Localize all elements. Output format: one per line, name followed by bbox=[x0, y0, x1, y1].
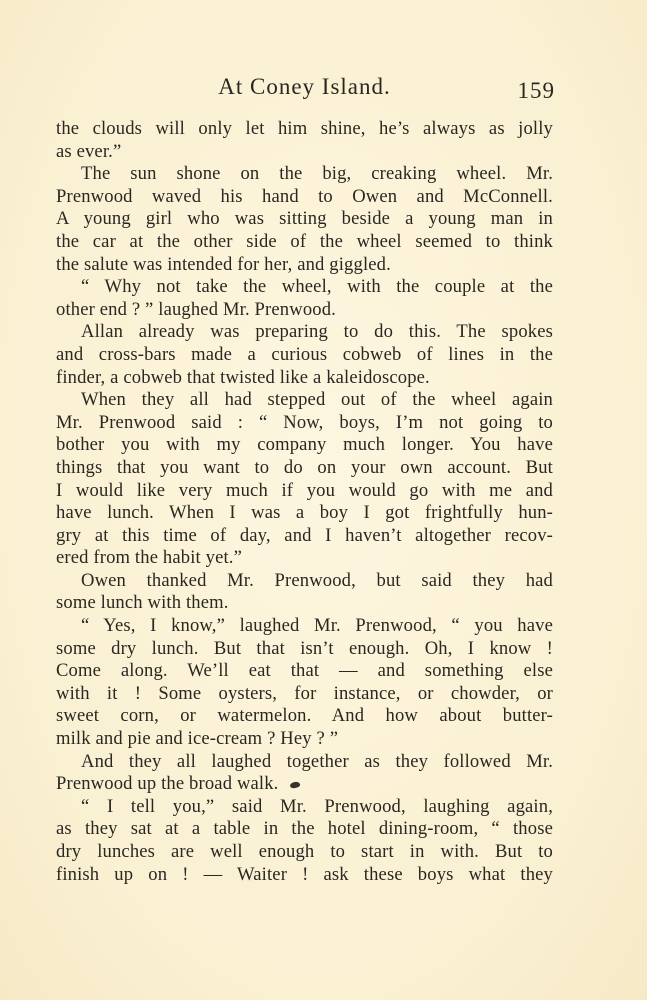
line-text: have lunch. When I was a boy I got frightfully hun- bbox=[56, 502, 553, 524]
line-text: milk and pie and ice-cream ? Hey ? ” bbox=[56, 728, 339, 750]
line-text: and cross-bars made a curious cobweb of lines in the bbox=[56, 343, 553, 365]
line-text: sweet corn, or watermelon. And how about butter- bbox=[56, 705, 553, 727]
text-line bbox=[56, 502, 553, 525]
text-line bbox=[56, 457, 553, 480]
text-line bbox=[56, 389, 553, 412]
line-text: The sun shone on the big, creaking wheel. Mr. bbox=[81, 163, 553, 185]
line-text: And they all laughed together as they followed Mr. bbox=[81, 750, 553, 772]
line-text: “ Why not take the wheel, with the couple at the bbox=[81, 276, 553, 298]
text-line bbox=[56, 728, 553, 751]
line-text: the salute was intended for her, and giggled. bbox=[56, 253, 391, 275]
line-text: dry lunches are well enough to start in with. But to bbox=[56, 841, 553, 862]
text-line bbox=[56, 118, 553, 141]
text-line bbox=[56, 818, 553, 841]
text-line bbox=[56, 841, 553, 864]
text-line bbox=[56, 412, 553, 435]
text-line bbox=[56, 276, 553, 299]
text-line bbox=[56, 254, 553, 277]
line-text: as they sat at a table in the hotel dining-room, “ those bbox=[56, 818, 553, 840]
line-text: “ Yes, I know,” laughed Mr. Prenwood, “ you have bbox=[81, 615, 553, 637]
line-text: as ever.” bbox=[56, 140, 122, 162]
line-text: some dry lunch. But that isn’t enough. Oh, I know ! bbox=[56, 637, 553, 659]
text-line bbox=[56, 705, 553, 728]
running-head bbox=[56, 72, 553, 106]
line-text: Prenwood up the broad walk. bbox=[56, 773, 279, 795]
text-line bbox=[56, 615, 553, 638]
text-line bbox=[56, 570, 553, 593]
line-text: Mr. Prenwood said : “ Now, boys, I’m not going to bbox=[56, 411, 553, 433]
line-text: Allan already was preparing to do this. The spokes bbox=[81, 321, 553, 343]
line-text: finish up on ! — Waiter ! ask these boys what they bbox=[56, 863, 553, 885]
line-text: A young girl who was sitting beside a young man in bbox=[56, 208, 553, 230]
text-line bbox=[56, 186, 553, 209]
line-text: gry at this time of day, and I haven’t altogether recov- bbox=[56, 524, 553, 546]
line-text: “ I tell you,” said Mr. Prenwood, laughing again, bbox=[81, 795, 553, 817]
text-line bbox=[56, 344, 553, 367]
running-title: At Coney Island. bbox=[218, 74, 391, 99]
text-line bbox=[56, 231, 553, 254]
line-text: with it ! Some oysters, for instance, or chowder, or bbox=[56, 682, 553, 704]
page-number: 159 bbox=[517, 78, 555, 103]
body-text bbox=[56, 118, 553, 886]
text-line bbox=[56, 547, 553, 570]
text-line bbox=[56, 141, 553, 164]
text-line bbox=[56, 163, 553, 186]
text-line bbox=[56, 525, 553, 548]
text-line bbox=[56, 796, 553, 819]
line-text: finder, a cobweb that twisted like a kaleidoscope. bbox=[56, 366, 430, 388]
line-text: I would like very much if you would go with me and bbox=[56, 479, 553, 501]
text-line bbox=[56, 480, 553, 503]
text-line bbox=[56, 592, 553, 615]
line-text: the clouds will only let him shine, he’s always as jolly bbox=[56, 118, 553, 139]
line-text: Prenwood waved his hand to Owen and McConnell. bbox=[56, 185, 553, 207]
text-line bbox=[56, 773, 553, 796]
text-line bbox=[56, 683, 553, 706]
ink-blot-mark bbox=[290, 781, 301, 789]
line-text: bother you with my company much longer. You have bbox=[56, 434, 553, 456]
text-line bbox=[56, 660, 553, 683]
line-text: Come along. We’ll eat that — and something else bbox=[56, 660, 553, 682]
line-text: Owen thanked Mr. Prenwood, but said they had bbox=[81, 569, 553, 591]
text-line bbox=[56, 638, 553, 661]
text-line bbox=[56, 299, 553, 322]
text-line bbox=[56, 208, 553, 231]
line-text: other end ? ” laughed Mr. Prenwood. bbox=[56, 298, 336, 320]
line-text: things that you want to do on your own account. But bbox=[56, 456, 553, 478]
line-text: some lunch with them. bbox=[56, 592, 229, 614]
text-line bbox=[56, 321, 553, 344]
line-text: When they all had stepped out of the wheel again bbox=[81, 389, 553, 411]
text-line bbox=[56, 751, 553, 774]
text-line bbox=[56, 367, 553, 390]
text-line bbox=[56, 434, 553, 457]
text-line bbox=[56, 864, 553, 887]
line-text: ered from the habit yet.” bbox=[56, 547, 242, 569]
line-text: the car at the other side of the wheel seemed to think bbox=[56, 230, 553, 252]
